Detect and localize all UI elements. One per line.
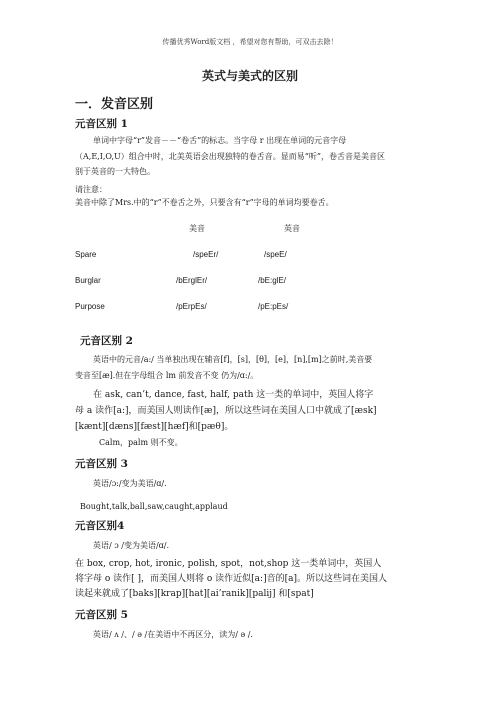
table-row-1-us: /speEr/: [193, 250, 219, 259]
vowel-diff-1-line-3: 别于英音的一大特色。: [75, 167, 155, 176]
vowel-diff-4-heading: 元音区别4: [75, 520, 125, 532]
table-row-3-uk: /pE:pEs/: [258, 302, 289, 311]
table-row-3-word: Purpose: [75, 302, 105, 311]
vowel-diff-3-line-2: Bought,talk,ball,saw,caught,applaud: [80, 502, 228, 511]
vowel-diff-2-heading: 元音区别 2: [80, 335, 133, 347]
table-header-uk: 英音: [284, 224, 300, 233]
table-row-3-us: /pErpEs/: [176, 302, 207, 311]
vowel-diff-4-line-3: 将字母 o 读作[ ]，而美国人则将 o 读作近似[a:]音的[a]。所以这些词在美国人: [75, 574, 387, 584]
vowel-diff-4-line-4: 读起来就成了[baks][krap][hat][ai’ranik][palij] 和[spat]: [75, 589, 314, 599]
vowel-diff-2-line-1: 英语中的元音/a:/ 当单独出现在辅音[f]，[s]，[θ]，[e]，[n],[m]之前时,美音要: [93, 355, 373, 364]
table-row-2-us: /bErglEr/: [176, 276, 208, 285]
table-row-1-word: Spare: [75, 250, 97, 259]
vowel-diff-2-note: Calm，palm 则不变。: [99, 438, 183, 447]
vowel-diff-2-para2-line-1: 在 ask, can’t, dance, fast, half, path 这一类的单词中，英国人将字: [93, 390, 374, 400]
table-row-2-uk: /bE:glE/: [258, 276, 287, 285]
document-title: 英式与美式的区别: [201, 69, 298, 83]
table-row-2-word: Burglar: [75, 276, 101, 285]
section1-heading: 一．发音区别: [75, 97, 154, 112]
vowel-diff-3-line-1: 英语/ɔ:/变为美语/ɑ/.: [93, 479, 167, 488]
vowel-diff-1-line-2: （A,E,I,O,U）组合中时，北美英语会出现独特的卷舌音。显而易“听”，卷舌音是美音区: [75, 152, 385, 161]
note-label: 请注意：: [75, 185, 107, 194]
vowel-diff-2-line-2: 变音至[æ].但在字母组合 lm 前发音不变 仍为/ɑ:/。: [75, 371, 259, 380]
table-header-us: 美音: [189, 224, 205, 233]
vowel-diff-4-line-2: 在 box, crop, hot, ironic, polish, spot，not,shop 这一类单词中，英国人: [75, 559, 382, 569]
vowel-diff-4-line-1: 英语/ ɔ /变为美语/ɑ/.: [93, 541, 170, 550]
header-note: 传播优秀Word版文档 ，希望对您有帮助，可双击去除！: [162, 38, 338, 46]
table-row-1-uk: /speE/: [264, 250, 287, 259]
vowel-diff-3-heading: 元音区别 3: [75, 458, 128, 470]
note-text: 美音中除了Mrs.中的“r”不卷舌之外，只要含有“r”字母的单词均要卷舌。: [75, 198, 334, 207]
vowel-diff-5-line-1: 英语/ ʌ /、/ ə /在美语中不再区分，读为/ ə /.: [93, 630, 253, 639]
vowel-diff-1-line-1: 单词中字母“r”发音－－“卷舌”的标志。当字母 r 出现在单词的元音字母: [93, 136, 347, 145]
vowel-diff-1-heading: 元音区别 1: [75, 118, 128, 130]
vowel-diff-2-para2-line-3: [kænt][dæns][fæst][hæf]和[pæθ]。: [75, 422, 234, 432]
vowel-diff-2-para2-line-2: 母 a 读作[a:]，而美国人则读作[æ]，所以这些词在美国人口中就成了[æsk]: [75, 406, 377, 416]
vowel-diff-5-heading: 元音区别 5: [75, 609, 128, 621]
